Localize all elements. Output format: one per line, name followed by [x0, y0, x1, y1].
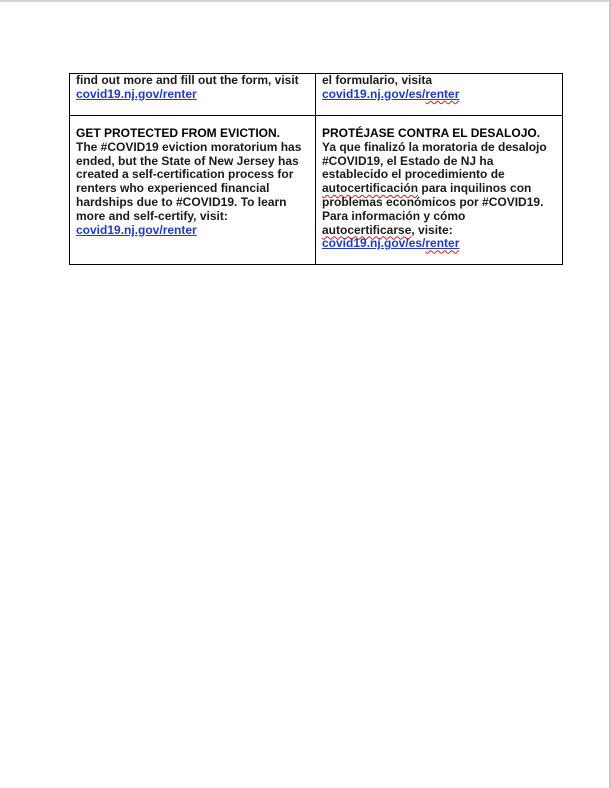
cell-spanish[interactable] [316, 116, 563, 265]
renter-link-en[interactable]: covid19.nj.gov/renter [76, 86, 197, 101]
english-heading: GET PROTECTED FROM EVICTION. [76, 126, 281, 140]
english-text: find out more and fill out the form, visit [76, 73, 299, 87]
cell-english[interactable] [70, 74, 316, 116]
cell-spanish[interactable] [316, 74, 563, 116]
spellcheck-word[interactable]: renter [425, 236, 460, 251]
link-prefix: covid19.nj.gov/es/ [322, 86, 426, 101]
spanish-text: el formulario, visita [322, 73, 433, 87]
spanish-body-2: para inquilinos con problemas económicos por #COVID19. Para información y cómo [322, 181, 544, 223]
spellcheck-word[interactable]: renter [425, 86, 460, 101]
renter-link-es[interactable] [322, 87, 459, 101]
renter-link-en[interactable]: covid19.nj.gov/renter [76, 222, 197, 237]
spanish-heading: PROTÉJASE CONTRA EL DESALOJO. [322, 126, 541, 140]
spanish-body-1: Ya que finalizó la moratoria de desalojo #COVID19, el Estado de NJ ha establecido el procedimiento de [322, 139, 547, 182]
table-row [70, 116, 563, 265]
bilingual-message-table [69, 73, 563, 265]
page-top-edge [0, 0, 611, 2]
english-body: The #COVID19 eviction moratorium has ended, but the State of New Jersey has created a self-certification process for renters who experienced financial hardships due to #COVID19. To learn more and self-certify, visit: [76, 139, 302, 223]
spanish-body-3: , visite: [411, 222, 453, 237]
spellcheck-word[interactable]: autocertificación [322, 181, 419, 196]
spellcheck-word[interactable]: autocertificarse [322, 222, 412, 237]
renter-link-es[interactable] [322, 236, 459, 250]
table-row [70, 74, 563, 116]
cell-english[interactable] [70, 116, 316, 265]
link-prefix: covid19.nj.gov/es/ [322, 236, 426, 251]
